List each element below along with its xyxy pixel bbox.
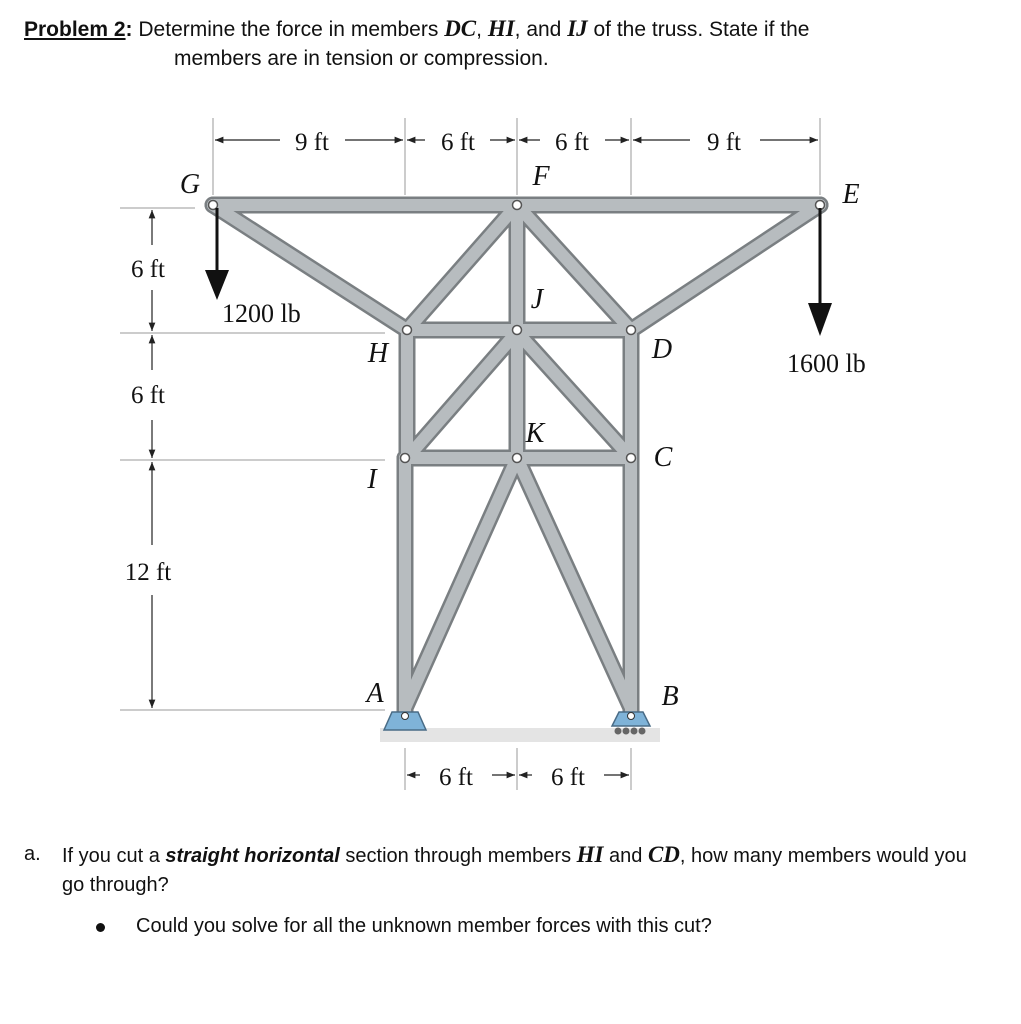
member-ij: IJ — [567, 16, 588, 41]
joint-label-j: J — [530, 284, 544, 315]
dim-top-1: 9 ft — [294, 129, 330, 156]
question-a-marker: a. — [24, 843, 41, 865]
dim-left-1: 6 ft — [130, 256, 166, 283]
problem-text-d: members are in tension or compression. — [174, 47, 549, 70]
problem-text-b: , and — [514, 18, 568, 41]
qa-part-4: , how many members would you go through? — [62, 845, 967, 896]
roller-support-b — [612, 712, 650, 735]
joint-label-h: H — [367, 338, 389, 369]
dim-left-2: 6 ft — [130, 382, 166, 409]
question-a-text — [62, 840, 982, 900]
dim-top-2: 6 ft — [440, 129, 476, 156]
truss-figure — [100, 110, 920, 800]
joint-label-c: C — [653, 442, 673, 473]
joint-label-d: D — [651, 334, 673, 365]
dim-top-3: 6 ft — [554, 129, 590, 156]
dim-bottom-1: 6 ft — [438, 764, 474, 791]
question-b-text: Could you solve for all the unknown member forces with this cut? — [136, 915, 712, 937]
member-dc: DC — [444, 16, 477, 41]
problem-comma: , — [476, 18, 488, 41]
problem-statement — [24, 14, 1004, 70]
problem-text-a: Determine the force in members — [138, 18, 445, 41]
joint-label-k: K — [525, 418, 545, 449]
joint-label-e: E — [842, 179, 860, 210]
qa-part-2: section through members — [339, 845, 577, 867]
dim-top-4: 9 ft — [706, 129, 742, 156]
joint-label-i: I — [367, 464, 377, 495]
member-hi: HI — [487, 16, 515, 41]
pin-support-a — [384, 712, 426, 730]
bullet-dot — [96, 923, 105, 932]
load-arrow-right — [808, 208, 832, 336]
load-label-left: 1200 lb — [222, 299, 301, 328]
problem-colon: : — [125, 18, 133, 41]
joint-label-g: G — [179, 169, 201, 200]
qa-part-3: and — [603, 845, 648, 867]
joint-label-f: F — [532, 161, 550, 192]
joint-label-a: A — [366, 678, 384, 709]
qa-member-cd: CD — [647, 842, 680, 867]
joint-label-b: B — [661, 681, 679, 712]
qa-emphasis: straight horizontal — [165, 845, 340, 867]
dim-bottom-2: 6 ft — [550, 764, 586, 791]
problem-label: Problem 2 — [24, 18, 126, 41]
qa-member-hi: HI — [576, 842, 604, 867]
truss-diagram — [100, 110, 920, 800]
qa-part-1: If you cut a — [62, 845, 166, 867]
problem-text-c: of the truss. State if the — [587, 18, 810, 41]
load-label-right: 1600 lb — [787, 349, 866, 378]
dim-left-3: 12 ft — [124, 559, 172, 586]
